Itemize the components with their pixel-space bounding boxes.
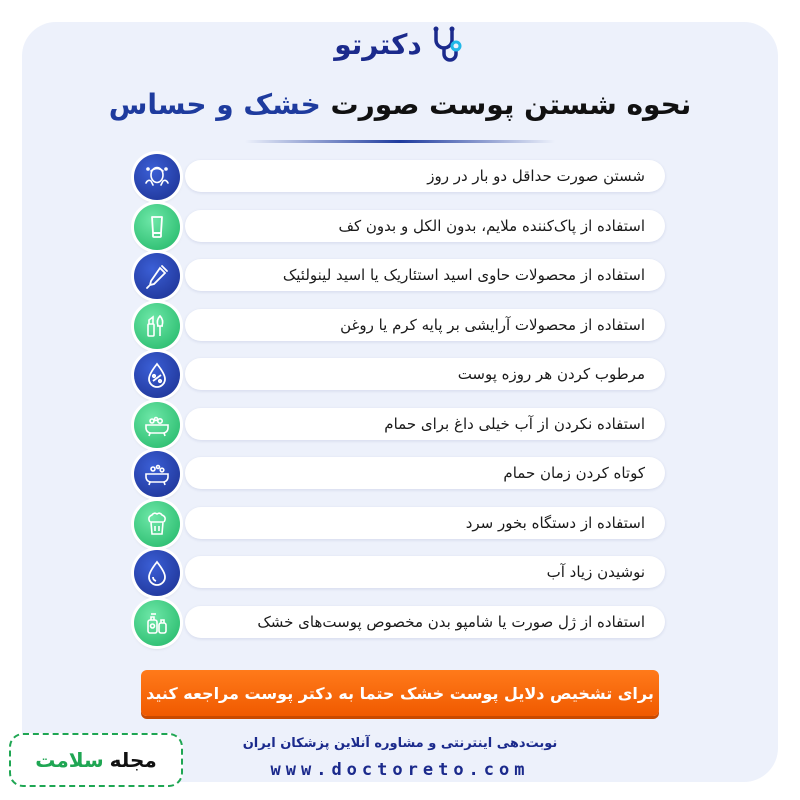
tip-text: استفاده از محصولات آرایشی بر پایه کرم یا روغن <box>340 315 645 334</box>
tip-text: استفاده نکردن از آب خیلی داغ برای حمام <box>384 414 645 433</box>
tip-bar <box>185 358 665 390</box>
tip-text: استفاده از محصولات حاوی اسید استئاریک یا اسید لینولئیک <box>282 266 645 284</box>
cosmetics-icon <box>134 303 180 349</box>
tip-bar <box>185 556 665 588</box>
humidifier-icon <box>134 501 180 547</box>
bath-icon <box>134 451 180 497</box>
badge-word-1: مجله <box>109 748 157 772</box>
face-wash-icon <box>134 154 180 200</box>
footer-url[interactable]: www.doctoreto.com <box>270 760 530 780</box>
tip-item <box>0 550 800 594</box>
tip-bar <box>185 457 665 489</box>
tip-item <box>0 352 800 396</box>
tip-item <box>0 600 800 644</box>
tip-bar <box>185 507 665 539</box>
tip-item <box>0 154 800 198</box>
tip-item <box>0 303 800 347</box>
logo-text: دکتر‌تو <box>334 27 422 61</box>
cleanser-tube-icon <box>134 204 180 250</box>
tip-bar <box>185 210 665 242</box>
tip-bar <box>185 160 665 192</box>
tip-bar <box>185 408 665 440</box>
badge-word-2: سلامت <box>35 748 104 772</box>
gel-bottle-icon <box>134 600 180 646</box>
dropper-icon <box>134 253 180 299</box>
tip-item <box>0 451 800 495</box>
tip-item <box>0 253 800 297</box>
tip-item <box>0 204 800 248</box>
tip-bar <box>185 259 665 291</box>
cta-banner: برای تشخیص دلایل پوست خشک حتما به دکتر پوست مراجعه کنید <box>141 670 659 716</box>
tip-item <box>0 402 800 446</box>
tip-text: استفاده از ژل صورت یا شامپو بدن مخصوص پوست‌های خشک <box>257 612 645 631</box>
tip-text: شستن صورت حداقل دو بار در روز <box>427 167 645 185</box>
tip-text: نوشیدن زیاد آب <box>546 563 645 581</box>
tip-text: استفاده از دستگاه بخور سرد <box>465 513 645 532</box>
title-main: نحوه شستن پوست صورت <box>330 88 692 121</box>
title-highlight: خشک و حساس <box>108 88 321 121</box>
tip-item <box>0 501 800 545</box>
bathtub-icon <box>134 402 180 448</box>
health-magazine-badge <box>9 733 183 787</box>
footer-tagline: نوبت‌دهی اینترنتی و مشاوره آنلاین پزشکان ایران <box>242 736 558 751</box>
tip-bar <box>185 606 665 638</box>
tip-text: کوتاه کردن زمان حمام <box>503 464 645 482</box>
water-drop-icon <box>134 550 180 596</box>
moisture-drop-icon <box>134 352 180 398</box>
tip-text: استفاده از پاک‌کننده ملایم، بدون الکل و بدون کف <box>338 216 645 235</box>
tip-text: مرطوب کردن هر روزه پوست <box>457 365 645 383</box>
tip-bar <box>185 309 665 341</box>
